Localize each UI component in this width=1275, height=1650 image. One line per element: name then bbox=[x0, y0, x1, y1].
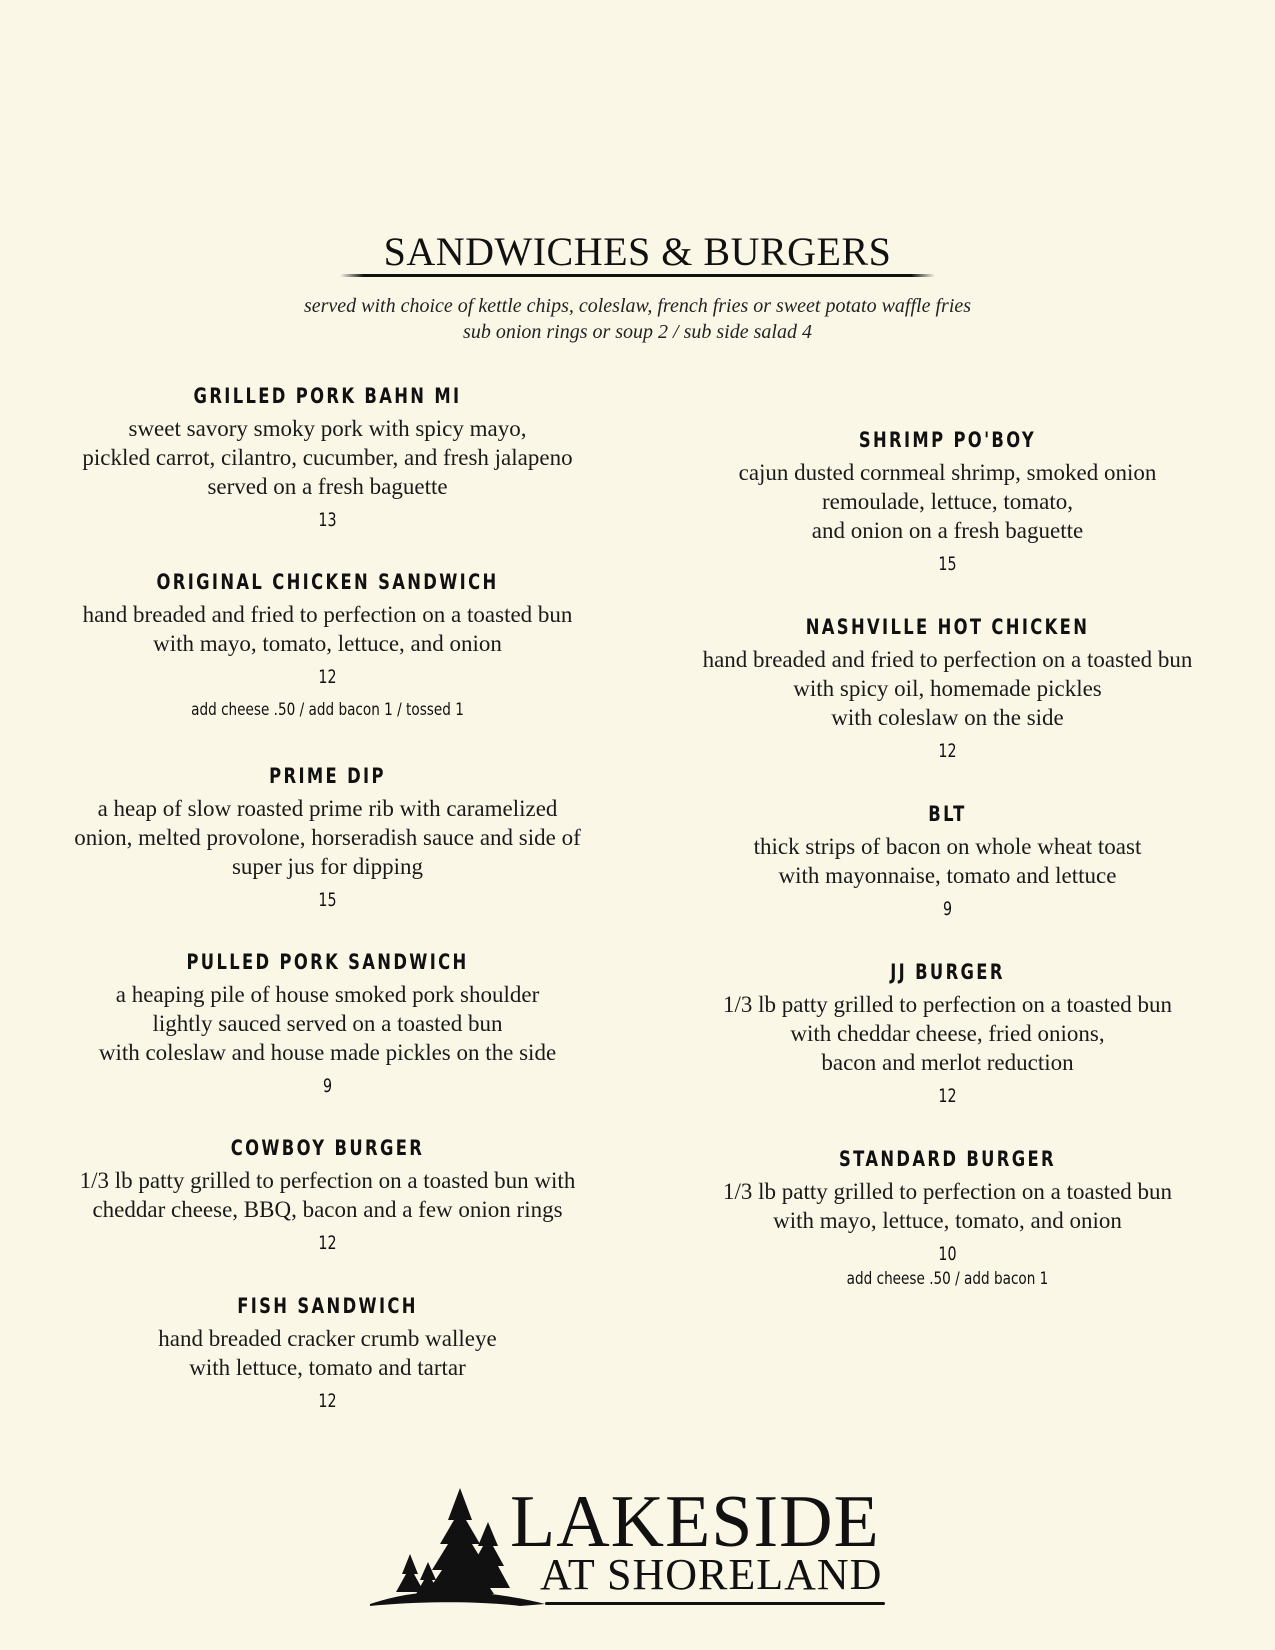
item-description-line: with mayo, lettuce, tomato, and onion bbox=[773, 1208, 1122, 1233]
menu-item-blt bbox=[665, 800, 1230, 922]
item-price: 15 bbox=[318, 889, 337, 911]
item-description-line: onion, melted provolone, horseradish sauce and side of bbox=[74, 825, 581, 850]
item-name: FISH SANDWICH bbox=[237, 1294, 418, 1318]
menu-item-fish-sandwich bbox=[40, 1292, 615, 1414]
section-title: SANDWICHES & BURGERS bbox=[383, 229, 892, 274]
item-description bbox=[40, 794, 615, 881]
item-name: BLT bbox=[928, 802, 967, 826]
item-description-line: served on a fresh baguette bbox=[207, 474, 448, 499]
item-addons: add cheese .50 / add bacon 1 bbox=[846, 1269, 1049, 1289]
item-description-line: with coleslaw and house made pickles on the side bbox=[98, 1040, 557, 1065]
item-price: 12 bbox=[318, 1232, 337, 1254]
item-name: STANDARD BURGER bbox=[838, 1147, 1057, 1171]
logo-underline bbox=[545, 1602, 885, 1605]
item-description bbox=[40, 600, 615, 658]
sides-note: served with choice of kettle chips, coleslaw, french fries or sweet potato waffle fries bbox=[303, 295, 972, 317]
menu-item-shrimp-poboy bbox=[665, 426, 1230, 577]
item-description bbox=[665, 458, 1230, 545]
item-description bbox=[40, 980, 615, 1067]
item-description-line: hand breaded and fried to perfection on a toasted bun bbox=[702, 647, 1193, 672]
menu-item-jj-burger bbox=[665, 958, 1230, 1109]
menu-item-pulled-pork-sandwich bbox=[40, 948, 615, 1099]
substitution-note: sub onion rings or soup 2 / sub side salad 4 bbox=[463, 321, 812, 343]
menu-item-original-chicken-sandwich bbox=[40, 568, 615, 722]
item-description bbox=[40, 414, 615, 501]
item-description bbox=[665, 1177, 1230, 1235]
item-description-line: cajun dusted cornmeal shrimp, smoked onion bbox=[738, 460, 1157, 485]
item-name: NASHVILLE HOT CHICKEN bbox=[805, 615, 1090, 639]
item-name: JJ BURGER bbox=[890, 960, 1005, 984]
item-description-line: with mayo, tomato, lettuce, and onion bbox=[153, 631, 502, 656]
item-price: 12 bbox=[318, 1390, 337, 1412]
item-description-line: remoulade, lettuce, tomato, bbox=[822, 489, 1073, 514]
item-price: 12 bbox=[938, 740, 957, 762]
item-price: 10 bbox=[938, 1243, 957, 1265]
item-description bbox=[665, 645, 1230, 732]
item-description bbox=[665, 990, 1230, 1077]
item-description-line: 1/3 lb patty grilled to perfection on a toasted bun with bbox=[79, 1168, 576, 1193]
menu-item-cowboy-burger bbox=[40, 1134, 615, 1256]
item-name: COWBOY BURGER bbox=[230, 1136, 425, 1160]
item-name: PULLED PORK SANDWICH bbox=[186, 950, 469, 974]
item-description-line: with spicy oil, homemade pickles bbox=[793, 676, 1102, 701]
restaurant-logo bbox=[370, 1482, 915, 1612]
item-description-line: with coleslaw on the side bbox=[831, 705, 1064, 730]
item-price: 12 bbox=[938, 1085, 957, 1107]
item-name: PRIME DIP bbox=[269, 764, 386, 788]
item-description-line: with mayonnaise, tomato and lettuce bbox=[778, 863, 1117, 888]
menu-item-prime-dip bbox=[40, 762, 615, 913]
item-price: 9 bbox=[322, 1075, 333, 1097]
item-description bbox=[40, 1166, 615, 1224]
item-description-line: 1/3 lb patty grilled to perfection on a toasted bun bbox=[722, 1179, 1173, 1204]
item-description-line: super jus for dipping bbox=[231, 854, 423, 879]
item-description-line: sweet savory smoky pork with spicy mayo, bbox=[128, 416, 527, 441]
item-description-line: with cheddar cheese, fried onions, bbox=[790, 1021, 1105, 1046]
item-description-line: 1/3 lb patty grilled to perfection on a toasted bun bbox=[722, 992, 1173, 1017]
logo-wordmark: LAKESIDE bbox=[510, 1481, 880, 1563]
item-description-line: cheddar cheese, BBQ, bacon and a few onion rings bbox=[92, 1197, 563, 1222]
item-description bbox=[665, 832, 1230, 890]
item-name: SHRIMP PO'BOY bbox=[858, 428, 1037, 452]
item-addons: add cheese .50 / add bacon 1 / tossed 1 bbox=[191, 700, 464, 720]
logo-subline: AT SHORELAND bbox=[540, 1550, 883, 1599]
menu-item-nashville-hot-chicken bbox=[665, 613, 1230, 764]
item-price: 13 bbox=[318, 509, 337, 531]
item-description-line: lightly sauced served on a toasted bun bbox=[152, 1011, 503, 1036]
item-price: 15 bbox=[938, 553, 957, 575]
title-underline bbox=[340, 274, 935, 277]
item-description-line: with lettuce, tomato and tartar bbox=[189, 1355, 466, 1380]
menu-item-grilled-pork-bahn-mi bbox=[40, 382, 615, 533]
menu-item-standard-burger bbox=[665, 1145, 1230, 1291]
item-description-line: a heaping pile of house smoked pork shoulder bbox=[115, 982, 540, 1007]
item-description-line: pickled carrot, cilantro, cucumber, and fresh jalapeno bbox=[82, 445, 573, 470]
item-name: ORIGINAL CHICKEN SANDWICH bbox=[156, 570, 499, 594]
item-name: GRILLED PORK BAHN MI bbox=[193, 384, 462, 408]
item-description-line: hand breaded cracker crumb walleye bbox=[158, 1326, 497, 1351]
item-description bbox=[40, 1324, 615, 1382]
item-description-line: and onion on a fresh baguette bbox=[811, 518, 1084, 543]
item-price: 12 bbox=[318, 666, 337, 688]
item-description-line: bacon and merlot reduction bbox=[821, 1050, 1074, 1075]
item-description-line: thick strips of bacon on whole wheat toast bbox=[753, 834, 1142, 859]
item-description-line: hand breaded and fried to perfection on a toasted bun bbox=[82, 602, 573, 627]
item-description-line: a heap of slow roasted prime rib with caramelized bbox=[97, 796, 558, 821]
item-price: 9 bbox=[942, 898, 953, 920]
